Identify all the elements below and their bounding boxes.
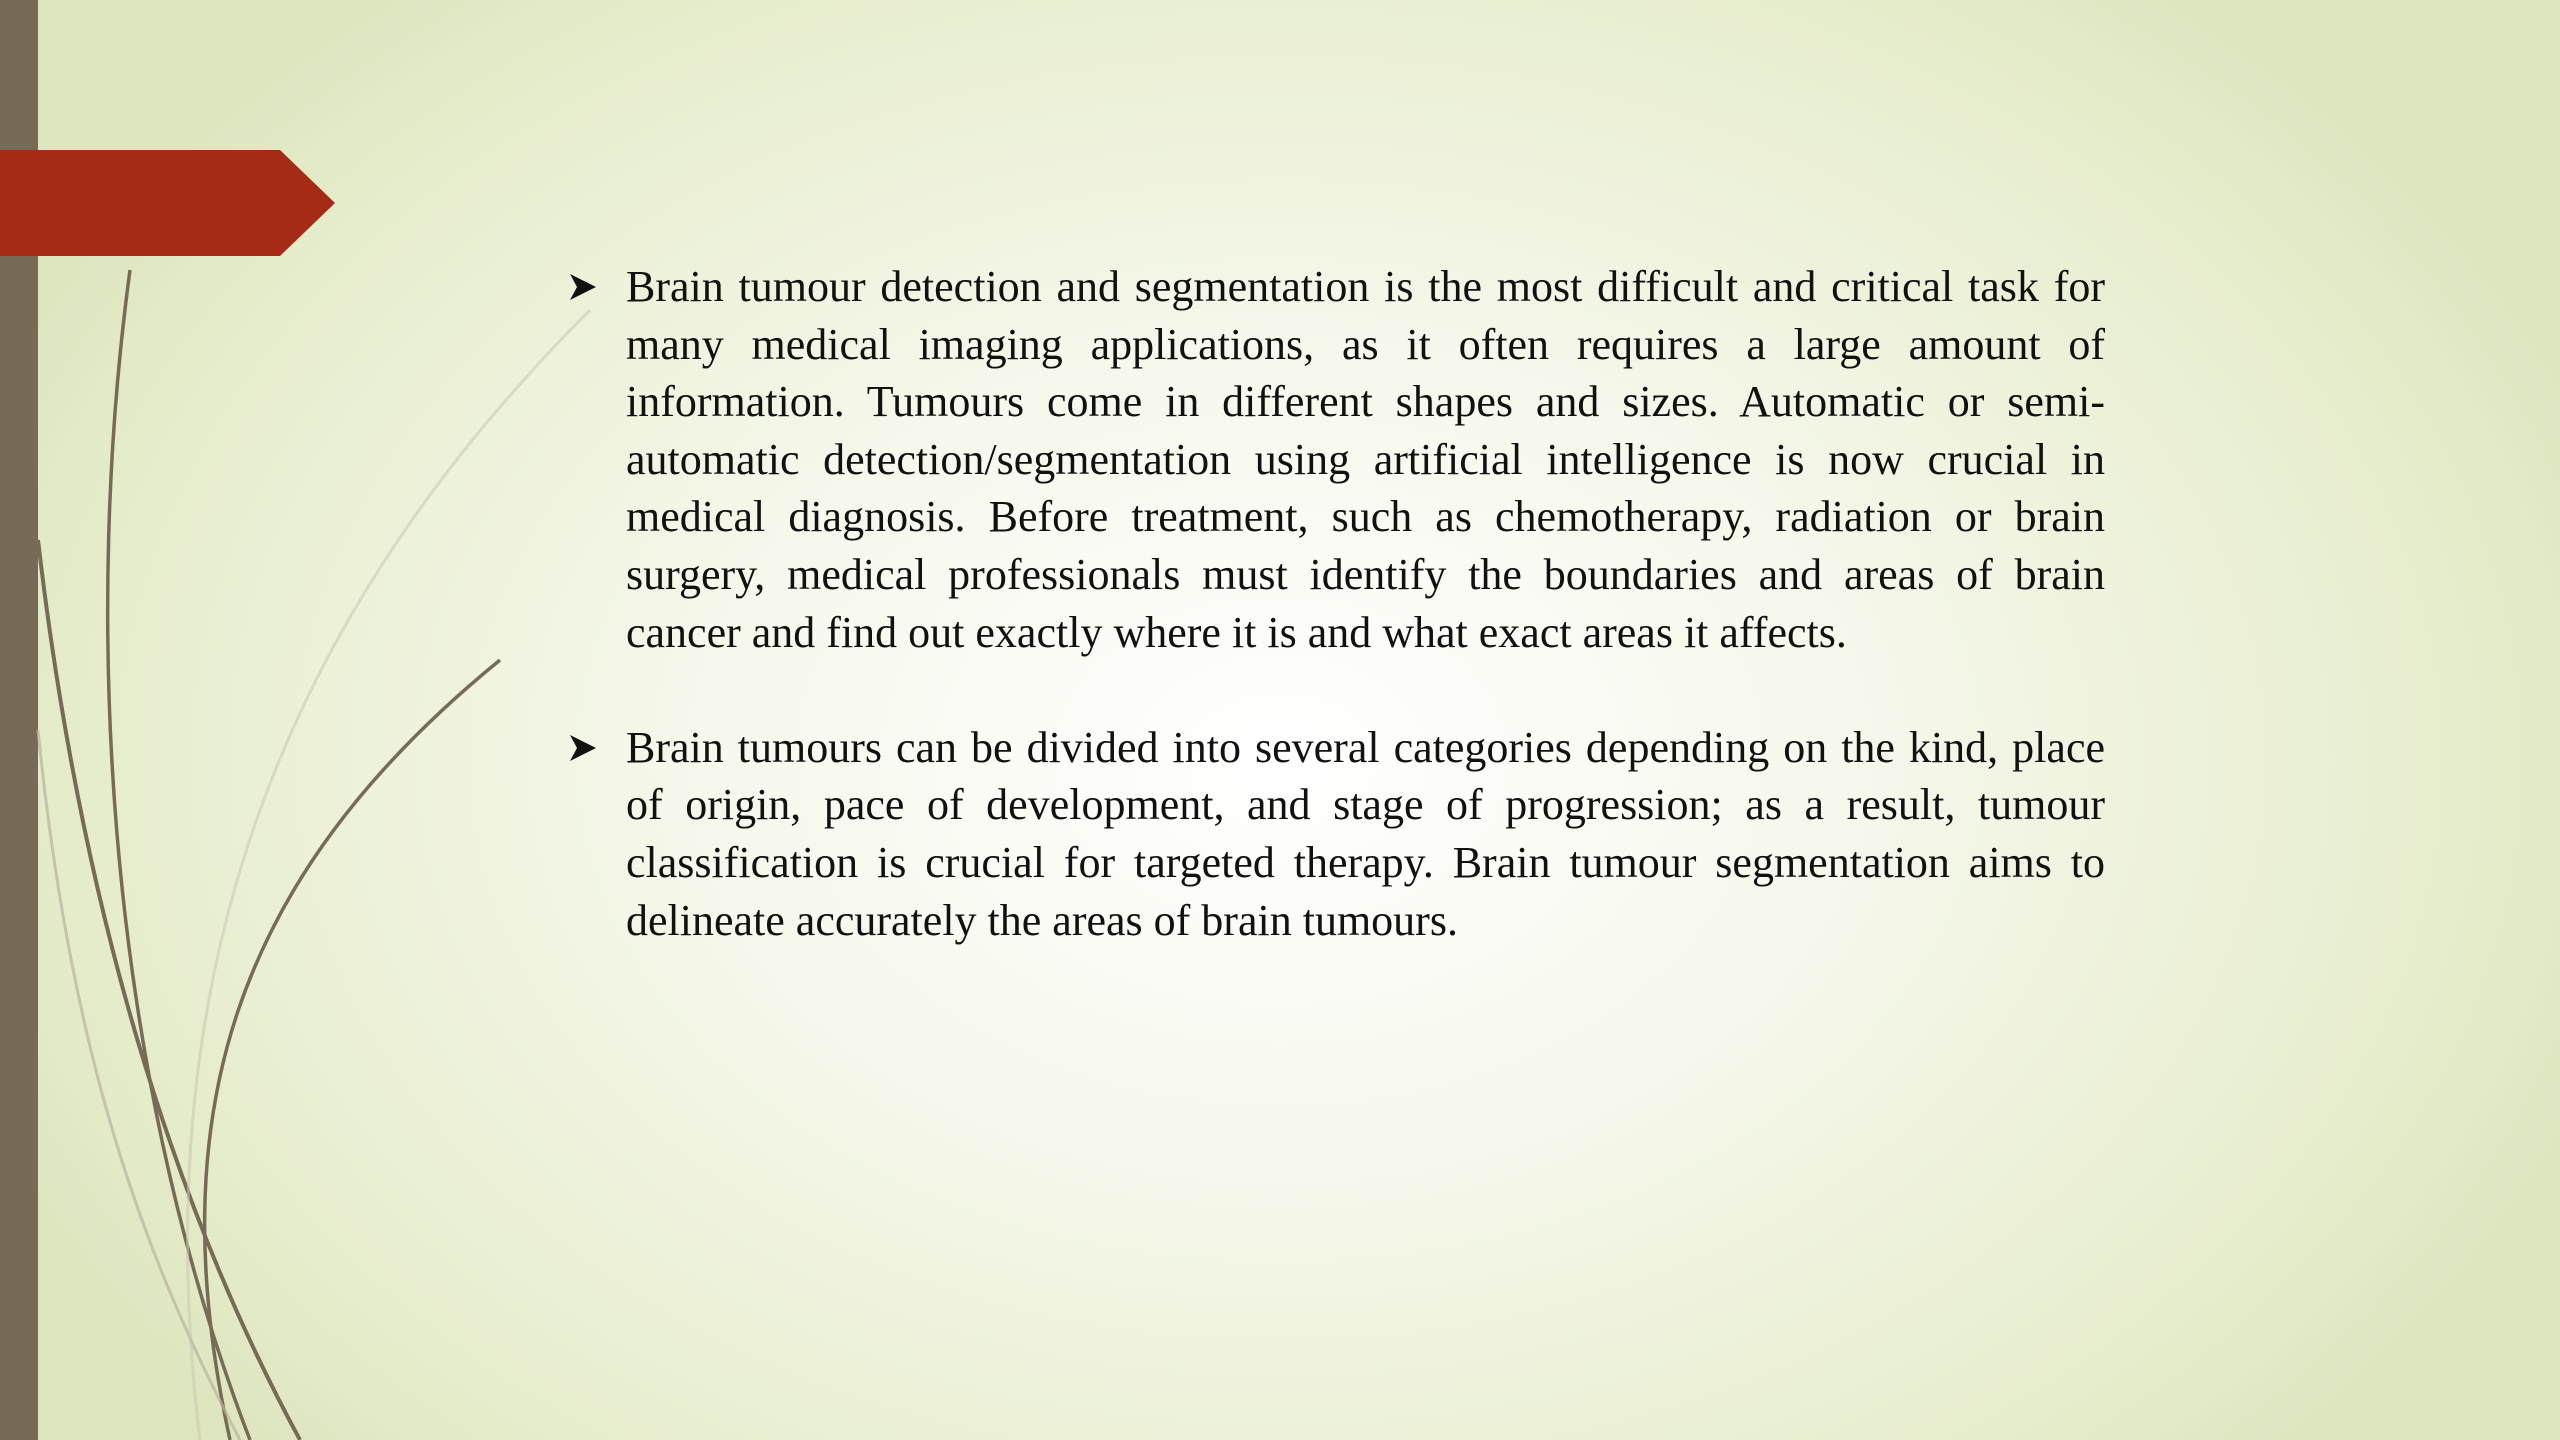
arrowhead-bullet-icon bbox=[560, 719, 600, 777]
bullet-text: Brain tumours can be divided into several categories depending on the kind, place of origin, pace of development, and stage of progression; as a result, tumour classification is crucial for targeted therapy. Brain tumour segmentation aims to delineate accurately the areas of brain tumours. bbox=[626, 722, 2105, 945]
bullet-list bbox=[560, 258, 2105, 1007]
bullet-text: Brain tumour detection and segmentation is the most difficult and critical task for many medical imaging applications, as it often requires a large amount of information. Tumours come in different shapes and sizes. Automatic or semi-automatic detection/segmentation using artificial intelligence is now crucial in medical diagnosis. Before treatment, such as chemotherapy, radiation or brain surgery, medical professionals must identify the boundaries and areas of brain cancer and find out exactly where it is and what exact areas it affects. bbox=[626, 262, 2105, 657]
title-arrow-banner bbox=[0, 150, 335, 256]
arrowhead-bullet-icon bbox=[560, 258, 600, 316]
bullet-item bbox=[560, 258, 2105, 661]
bullet-item bbox=[560, 719, 2105, 949]
